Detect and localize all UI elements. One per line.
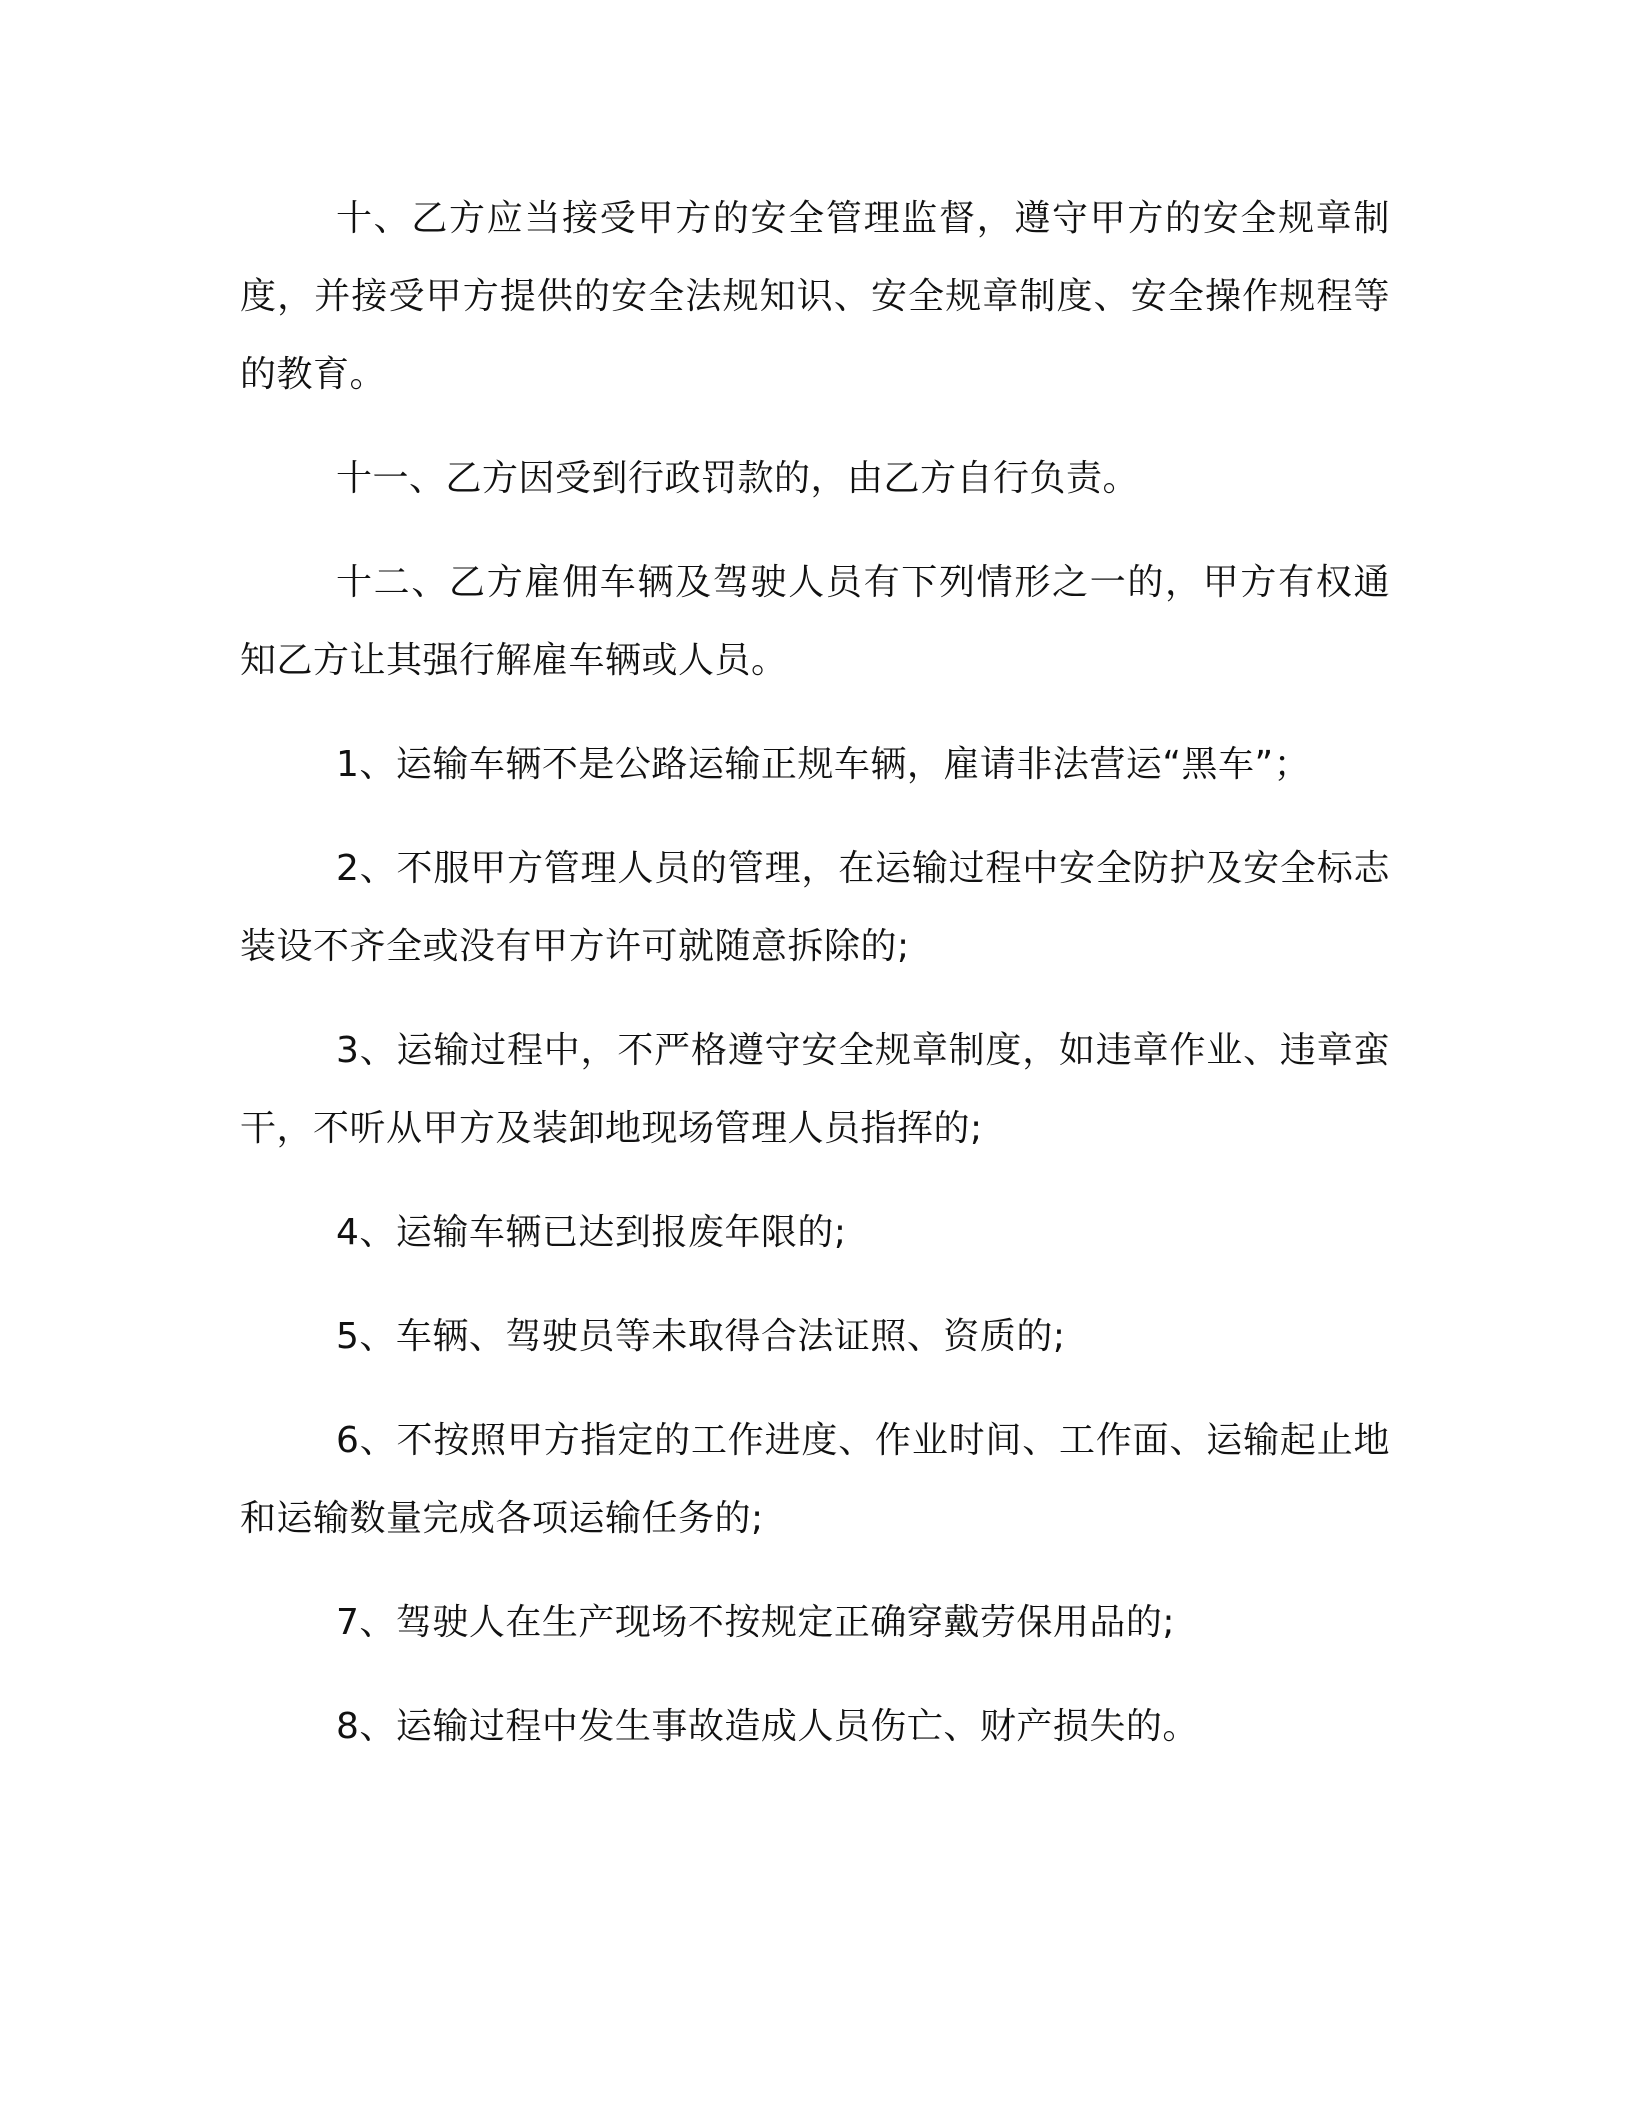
list-item-7: 7、驾驶人在生产现场不按规定正确穿戴劳保用品的; xyxy=(336,1602,1176,1643)
list-item-8: 8、运输过程中发生事故造成人员伤亡、财产损失的。 xyxy=(336,1706,1199,1747)
clause-11: 十一、乙方因受到行政罚款的，由乙方自行负责。 xyxy=(336,458,1140,499)
clause-10: 十、乙方应当接受甲方的安全管理监督，遵守甲方的安全规章制度，并接受甲方提供的安全法规知识、安全规章制度、安全操作规程等的教育。 xyxy=(240,198,1390,395)
list-item-3: 3、运输过程中，不严格遵守安全规章制度，如违章作业、违章蛮干，不听从甲方及装卸地现场管理人员指挥的; xyxy=(240,1030,1390,1149)
list-item-2: 2、不服甲方管理人员的管理，在运输过程中安全防护及安全标志装设不齐全或没有甲方许可就随意拆除的; xyxy=(240,848,1390,967)
list-item-5: 5、车辆、驾驶员等未取得合法证照、资质的; xyxy=(336,1316,1066,1357)
document-body xyxy=(240,180,1390,1792)
list-item-6: 6、不按照甲方指定的工作进度、作业时间、工作面、运输起止地和运输数量完成各项运输任务的; xyxy=(240,1420,1390,1539)
list-item-1: 1、运输车辆不是公路运输正规车辆，雇请非法营运“黑车”； xyxy=(336,744,1311,785)
list-item-4: 4、运输车辆已达到报废年限的; xyxy=(336,1212,847,1253)
clause-12: 十二、乙方雇佣车辆及驾驶人员有下列情形之一的，甲方有权通知乙方让其强行解雇车辆或人员。 xyxy=(240,562,1390,681)
